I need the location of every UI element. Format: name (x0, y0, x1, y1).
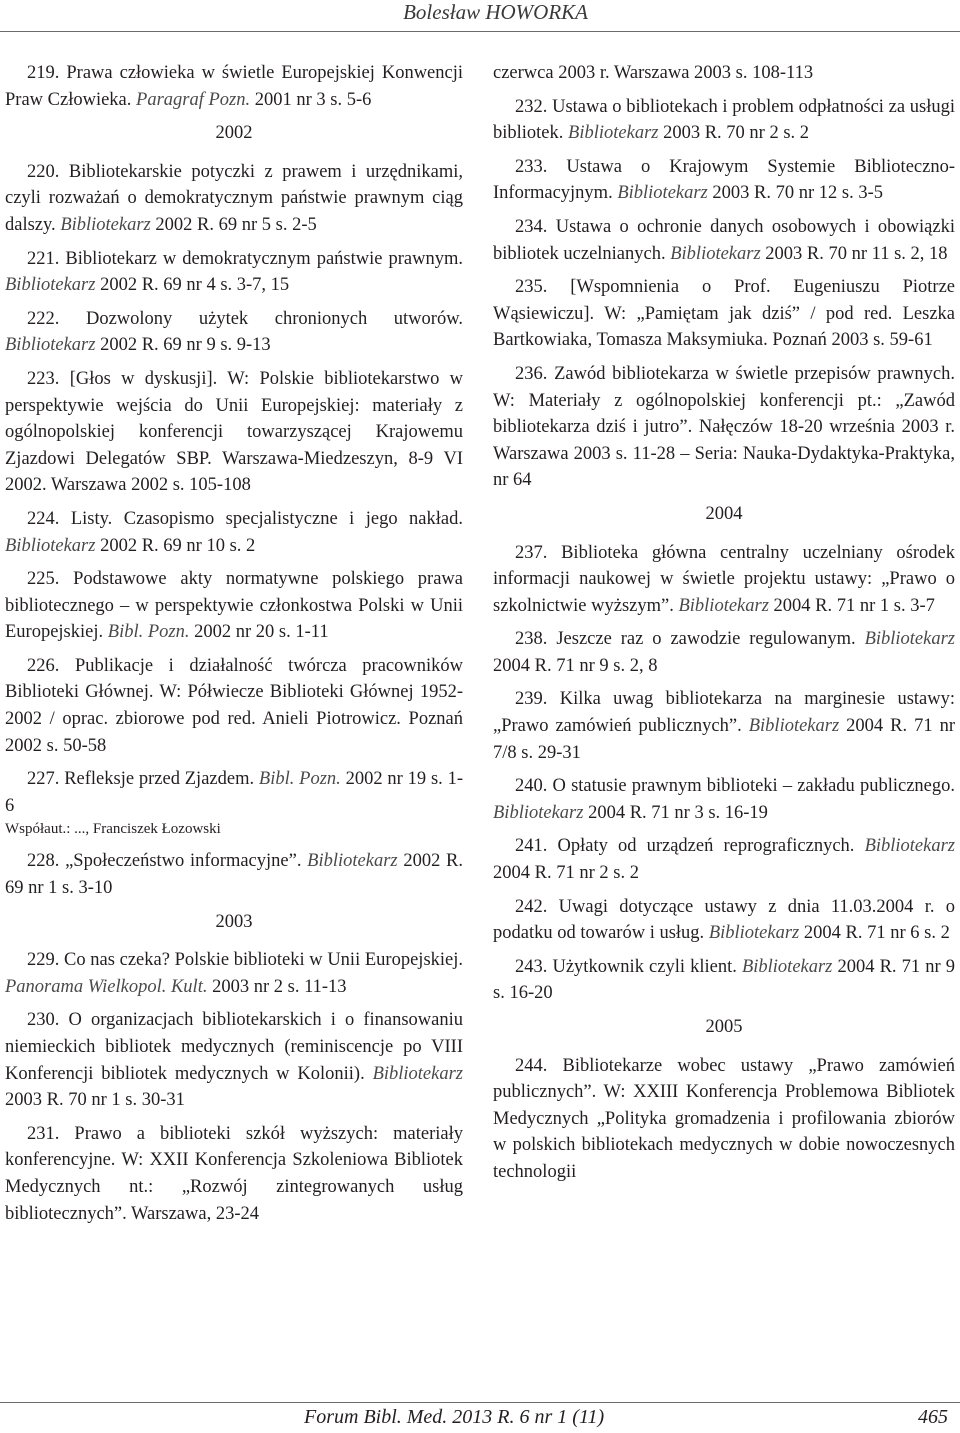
year-heading-2003: 2003 (215, 911, 253, 932)
year-heading-2002: 2002 (215, 123, 253, 144)
left-column (5, 60, 463, 1234)
bib-entry-220: 220. Bibliotekarskie potyczki z prawem i urzędnikami, czyli rozważań o demokratycznym państwie prawnym ciąg dalszy. Bibliotekarz 2002 R. 69 nr 5 s. 2-5 (5, 161, 463, 235)
bib-entry-237: 237. Biblioteka główna centralny uczelniany ośrodek informacji naukowej w świetle projektu ustawy: „Prawo o szkolnictwie wyższym”. Bibliotekarz 2004 R. 71 nr 1 s. 3-7 (493, 542, 955, 616)
bib-entry-239: 239. Kilka uwag bibliotekarza na marginesie ustawy: „Prawo zamówień publicznych”. Bibliotekarz 2004 R. 71 nr 7/8 s. 29-31 (493, 689, 956, 763)
bib-entry-224: 224. Listy. Czasopismo specjalistyczne i jego nakład. Bibliotekarz 2002 R. 69 nr 10 s. 2 (5, 508, 463, 556)
bib-entry-227: 227. Refleksje przed Zjazdem. Bibl. Pozn. 2002 nr 19 s. 1-6 (5, 769, 463, 816)
bib-entry-229: 229. Co nas czeka? Polskie biblioteki w Unii Europejskiej. Panorama Wielkopol. Kult. 2003 nr 2 s. 11-13 (5, 950, 464, 997)
running-footer-journal: Forum Bibl. Med. 2013 R. 6 nr 1 (11) (304, 1406, 605, 1428)
bib-entry-242: 242. Uwagi dotyczące ustawy z dnia 11.03.2004 r. o podatku od towarów i usług. Bibliotekarz 2004 R. 71 nr 6 s. 2 (493, 896, 955, 944)
year-heading-2005: 2005 (705, 1017, 743, 1037)
bib-entry-243: 243. Użytkownik czyli klient. Bibliotekarz 2004 R. 71 nr 9 s. 16-20 (493, 956, 956, 1004)
year-heading-2004: 2004 (705, 503, 743, 524)
bib-entry-222: 222. Dozwolony użytek chronionych utworów. Bibliotekarz 2002 R. 69 nr 9 s. 9-13 (5, 308, 463, 356)
bib-entry-231: 231. Prawo a biblioteki szkół wyższych: materiały konferencyjne. W: XXII Konferencja Szkoleniowa Bibliotek Medycznych nt.: „Rozwój zintegrowanych usług bibliotecznych”. Warszawa, 23-24 (5, 1123, 463, 1224)
bib-entry-244: 244. Bibliotekarze wobec ustawy „Prawo zamówień publicznych”. W: XXIII Konferencja Problemowa Bibliotek Medycznych „Polityka gromadzenia i profilowania zbiorów w polskich bibliotekach medycznych w dobie nowoczesnych technologii (493, 1055, 955, 1182)
bib-entry-234: 234. Ustawa o ochronie danych osobowych i obowiązki bibliotek uczelnianych. Bibliotekarz 2003 R. 70 nr 11 s. 2, 18 (493, 216, 955, 264)
bib-entry-236: 236. Zawód bibliotekarza w świetle przepisów prawnych. W: Materiały z ogólnopolskiej konferencji pt.: „Zawód bibliotekarza dziś i jutro”. Nałęczów 18-20 września 2003 r. Warszawa 2003 s. 11-28 – Seria: Nauka-Dydaktyka-Praktyka, nr 64 (493, 363, 955, 491)
page-number: 465 (918, 1406, 948, 1428)
bib-entry-225: 225. Podstawowe akty normatywne polskiego prawa bibliotecznego – w perspektywie członkostwa Polski w Unii Europejskiej. Bibl. Pozn. 2002 nr 20 s. 1-11 (5, 569, 464, 643)
bib-entry-221: 221. Bibliotekarz w demokratycznym państwie prawnym. Bibliotekarz 2002 R. 69 nr 4 s. 3-7, 15 (5, 248, 463, 296)
footer-divider (0, 1402, 960, 1403)
coauthor-note: Współaut.: ..., Franciszek Łozowski (5, 821, 221, 838)
bib-entry-233: 233. Ustawa o Krajowym Systemie Biblioteczno-Informacyjnym. Bibliotekarz 2003 R. 70 nr 12 s. 3-5 (493, 156, 955, 204)
bib-entry-223: 223. [Głos w dyskusji]. W: Polskie bibliotekarstwo w perspektywie wejścia do Unii Europejskiej: materiały z ogólnopolskiej konferencji towarzyszącej Krajowemu Zjazdowi Delegatów SBP. Warszawa-Miedzeszyn, 8-9 VI 2002. Warszawa 2002 s. 105-108 (5, 368, 463, 496)
bib-entry-232: 232. Ustawa o bibliotekach i problem odpłatności za usługi bibliotek. Bibliotekarz 2003 R. 70 nr 2 s. 2 (493, 96, 955, 144)
bib-entry-240: 240. O statusie prawnym biblioteki – zakładu publicznego. Bibliotekarz 2004 R. 71 nr 3 s. 16-19 (493, 776, 955, 823)
bib-entry-235: 235. [Wspomnienia o Prof. Eugeniuszu Piotrze Wąsiewiczu]. W: „Pamiętam jak dziś” / pod red. Leszka Bartkowiaka, Tomasza Maksymiuka. Poznań 2003 s. 59-61 (493, 277, 955, 351)
bib-entry-231-continued: czerwca 2003 r. Warszawa 2003 s. 108-113 (493, 63, 814, 83)
bib-entry-219: 219. Prawa człowieka w świetle Europejskiej Konwencji Praw Człowieka. Paragraf Pozn. 2001 nr 3 s. 5-6 (5, 63, 464, 110)
bib-entry-226: 226. Publikacje i działalność twórcza pracowników Biblioteki Głównej. W: Półwiecze Biblioteki Głównej 1952-2002 / oprac. zbiorowe pod red. Anieli Piotrowicz. Poznań 2002 s. 50-58 (5, 655, 464, 756)
bib-entry-238: 238. Jeszcze raz o zawodzie regulowanym. Bibliotekarz 2004 R. 71 nr 9 s. 2, 8 (493, 629, 955, 676)
right-column (493, 60, 955, 1193)
bib-entry-230: 230. O organizacjach bibliotekarskich i o finansowaniu niemieckich bibliotek medycznych (reminiscencje po VIII Konferencji bibliotek medycznych w Kolonii). Bibliotekarz 2003 R. 70 nr 1 s. 30-31 (5, 1010, 463, 1111)
bib-entry-228: 228. „Społeczeństwo informacyjne”. Bibliotekarz 2002 R. 69 nr 1 s. 3-10 (5, 851, 463, 899)
running-header-author: Bolesław HOWORKA (403, 0, 588, 24)
header-divider (0, 31, 960, 32)
bib-entry-241: 241. Opłaty od urządzeń reprograficznych. Bibliotekarz 2004 R. 71 nr 2 s. 2 (493, 836, 955, 884)
